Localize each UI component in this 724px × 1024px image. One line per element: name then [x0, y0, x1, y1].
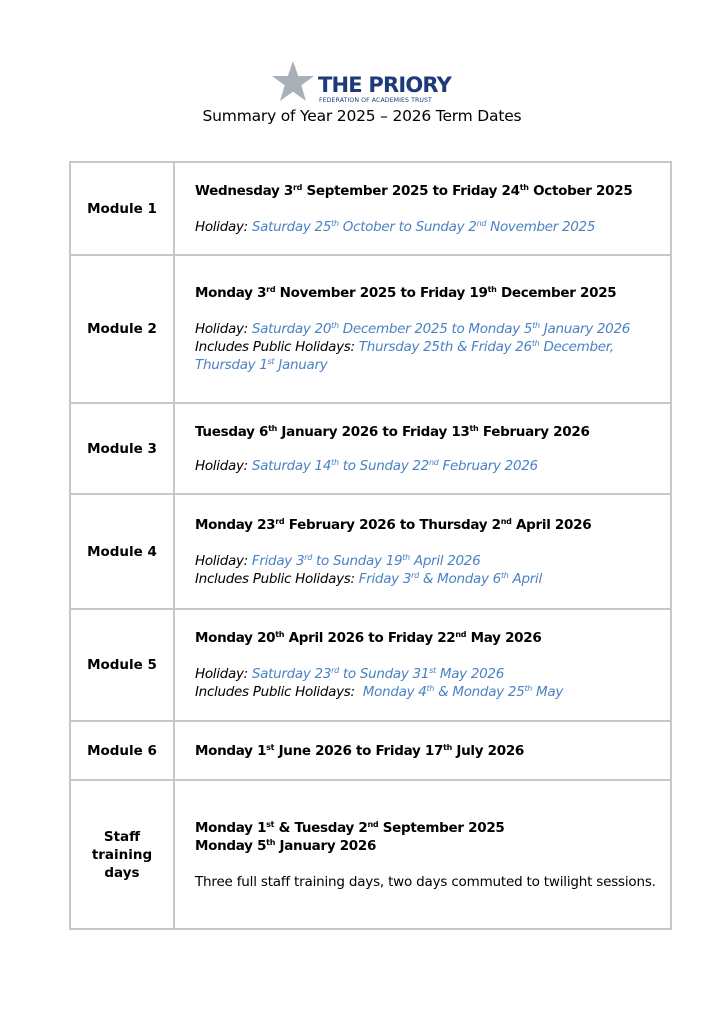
public-holidays-line: Includes Public Holidays: Thursday 25th & Friday 26th December, Thursday 1st January	[195, 339, 614, 373]
training-dates-line: Monday 5th January 2026	[195, 837, 377, 854]
table-row	[70, 780, 671, 929]
holiday-line: Holiday: Saturday 20th December 2025 to Monday 5th January 2026	[195, 321, 631, 337]
module-label: Module 5	[70, 609, 174, 721]
module-label: Module 1	[70, 162, 174, 255]
logo	[270, 60, 460, 106]
module-details	[174, 162, 671, 255]
term-date-range: Monday 23rd February 2026 to Thursday 2nd April 2026	[195, 516, 592, 533]
holiday-line: Holiday: Saturday 25th October to Sunday 2nd November 2025	[195, 218, 596, 235]
table-row	[70, 162, 671, 255]
logo-subtitle: FEDERATION OF ACADEMIES TRUST	[319, 97, 432, 104]
term-date-range: Monday 3rd November 2025 to Friday 19th December 2025	[195, 285, 617, 301]
term-date-range: Wednesday 3rd September 2025 to Friday 24th October 2025	[195, 182, 633, 199]
table-row	[70, 609, 671, 721]
table-row	[70, 494, 671, 609]
table-row	[70, 255, 671, 403]
holiday-line: Holiday: Friday 3rd to Sunday 19th April 2026	[195, 552, 481, 569]
module-details	[174, 721, 671, 780]
training-dates-line: Monday 1st & Tuesday 2nd September 2025	[195, 819, 505, 836]
table-row	[70, 721, 671, 780]
term-date-range: Tuesday 6th January 2026 to Friday 13th February 2026	[195, 423, 590, 440]
logo-title: THE PRIORY	[318, 73, 452, 97]
staff-training-label: Staff training days	[70, 780, 174, 929]
module-details	[174, 494, 671, 609]
module-details	[174, 609, 671, 721]
training-note: Three full staff training days, two days commuted to twilight sessions.	[195, 873, 656, 890]
staff-training-details	[174, 780, 671, 929]
holiday-line: Holiday: Saturday 23rd to Sunday 31st May 2026	[195, 666, 505, 682]
module-label: Module 2	[70, 255, 174, 403]
public-holidays-line: Includes Public Holidays: Monday 4th & Monday 25th May	[195, 684, 564, 700]
page-title: Summary of Year 2025 – 2026 Term Dates	[202, 107, 522, 125]
term-date-range: Monday 1st June 2026 to Friday 17th July 2026	[195, 742, 525, 759]
public-holidays-line: Includes Public Holidays: Friday 3rd & Monday 6th April	[195, 570, 542, 587]
module-label: Module 6	[70, 721, 174, 780]
module-details	[174, 255, 671, 403]
table-row	[70, 403, 671, 494]
term-date-range: Monday 20th April 2026 to Friday 22nd May 2026	[195, 630, 542, 646]
term-dates-table	[69, 161, 672, 930]
module-label: Module 4	[70, 494, 174, 609]
star-icon	[270, 60, 316, 104]
holiday-line: Holiday: Saturday 14th to Sunday 22nd February 2026	[195, 457, 538, 474]
module-label: Module 3	[70, 403, 174, 494]
module-details	[174, 403, 671, 494]
